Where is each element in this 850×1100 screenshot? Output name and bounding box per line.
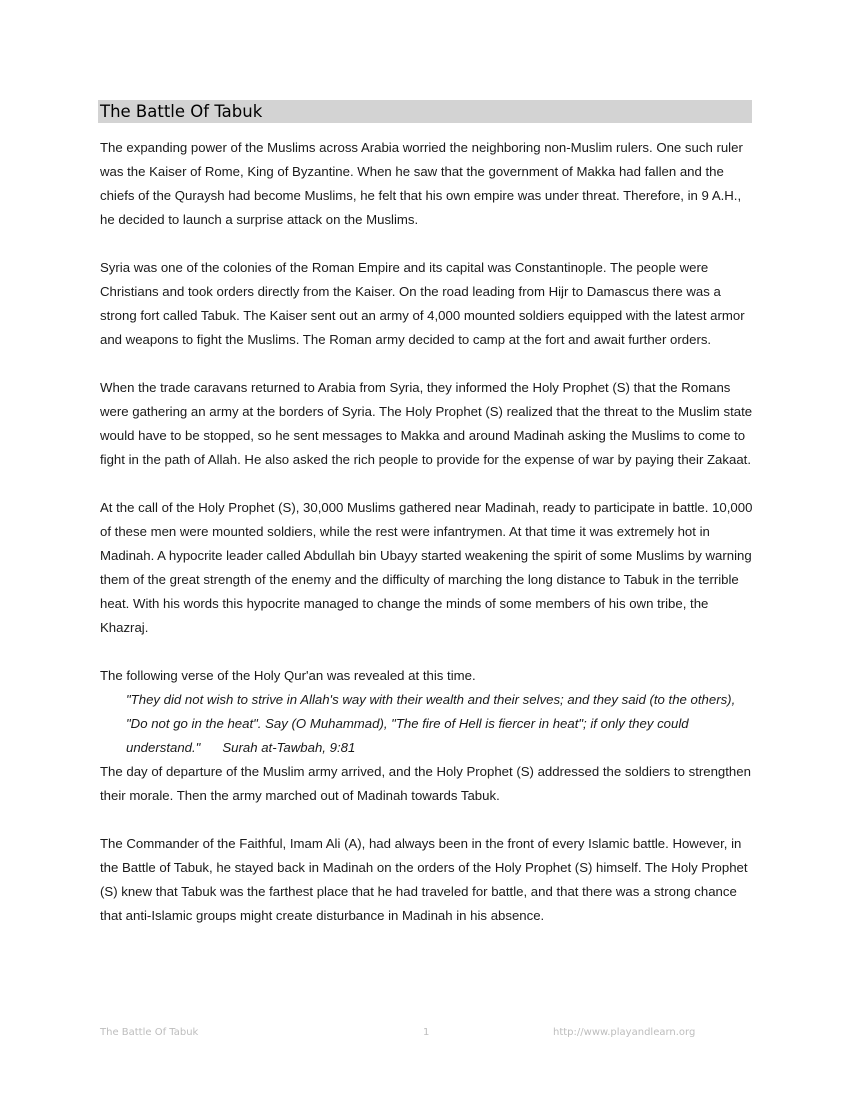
paragraph: The Commander of the Faithful, Imam Ali (A), had always been in the front of every Islamic battle. However, in the Battle of Tabuk, he stayed back in Madinah on the orders of the Holy Prophet (S) himself. The Holy Prophet (S) knew that Tabuk was the farthest place that he had traveled for battle, and that there was a strong chance that anti-Islamic groups might create disturbance in Madinah in his absence. [100, 836, 748, 923]
page-title: The Battle Of Tabuk [98, 100, 752, 123]
quran-quote [126, 688, 756, 760]
article-body [100, 136, 756, 952]
quote-text: "They did not wish to strive in Allah's way with their wealth and their selves; and they said (to the others), "Do not go in the heat". Say (O Muhammad), "The fire of Hell is fiercer in heat"; if only they could understand." [126, 692, 736, 755]
paragraph: Syria was one of the colonies of the Roman Empire and its capital was Constantinople. The people were Christians and took orders directly from the Kaiser. On the road leading from Hijr to Damascus there was a strong fort called Tabuk. The Kaiser sent out an army of 4,000 mounted soldiers equipped with the latest armor and weapons to fight the Muslims. The Roman army decided to camp at the fort and await further orders. [100, 260, 745, 347]
paragraph: When the trade caravans returned to Arabia from Syria, they informed the Holy Prophet (S) that the Romans were gathering an army at the borders of Syria. The Holy Prophet (S) realized that the threat to the Muslim state would have to be stopped, so he sent messages to Makka and around Madinah asking the Muslims to come to fight in the path of Allah. He also asked the rich people to provide for the expense of war by paying their Zakaat. [100, 380, 753, 467]
paragraph: The following verse of the Holy Qur'an was revealed at this time. [100, 668, 476, 683]
page-number: 1 [423, 1027, 430, 1038]
paragraph: The expanding power of the Muslims across Arabia worried the neighboring non-Muslim rulers. One such ruler was the Kaiser of Rome, King of Byzantine. When he saw that the government of Makka had fallen and the chiefs of the Quraysh had become Muslims, he felt that his own empire was under threat. Therefore, in 9 A.H., he decided to launch a surprise attack on the Muslims. [100, 140, 743, 227]
paragraph: The day of departure of the Muslim army arrived, and the Holy Prophet (S) addressed the soldiers to strengthen their morale. Then the army marched out of Madinah towards Tabuk. [100, 764, 751, 803]
footer-title: The Battle Of Tabuk [100, 1027, 199, 1038]
quote-source: Surah at-Tawbah, 9:81 [222, 740, 356, 755]
footer-url: http://www.playandlearn.org [553, 1027, 696, 1038]
paragraph: At the call of the Holy Prophet (S), 30,000 Muslims gathered near Madinah, ready to participate in battle. 10,000 of these men were mounted soldiers, while the rest were infantrymen. At that time it was extremely hot in Madinah. A hypocrite leader called Abdullah bin Ubayy started weakening the spirit of some Muslims by warning them of the great strength of the enemy and the difficulty of marching the long distance to Tabuk in the terrible heat. With his words this hypocrite managed to change the minds of some members of his own tribe, the Khazraj. [100, 500, 753, 635]
